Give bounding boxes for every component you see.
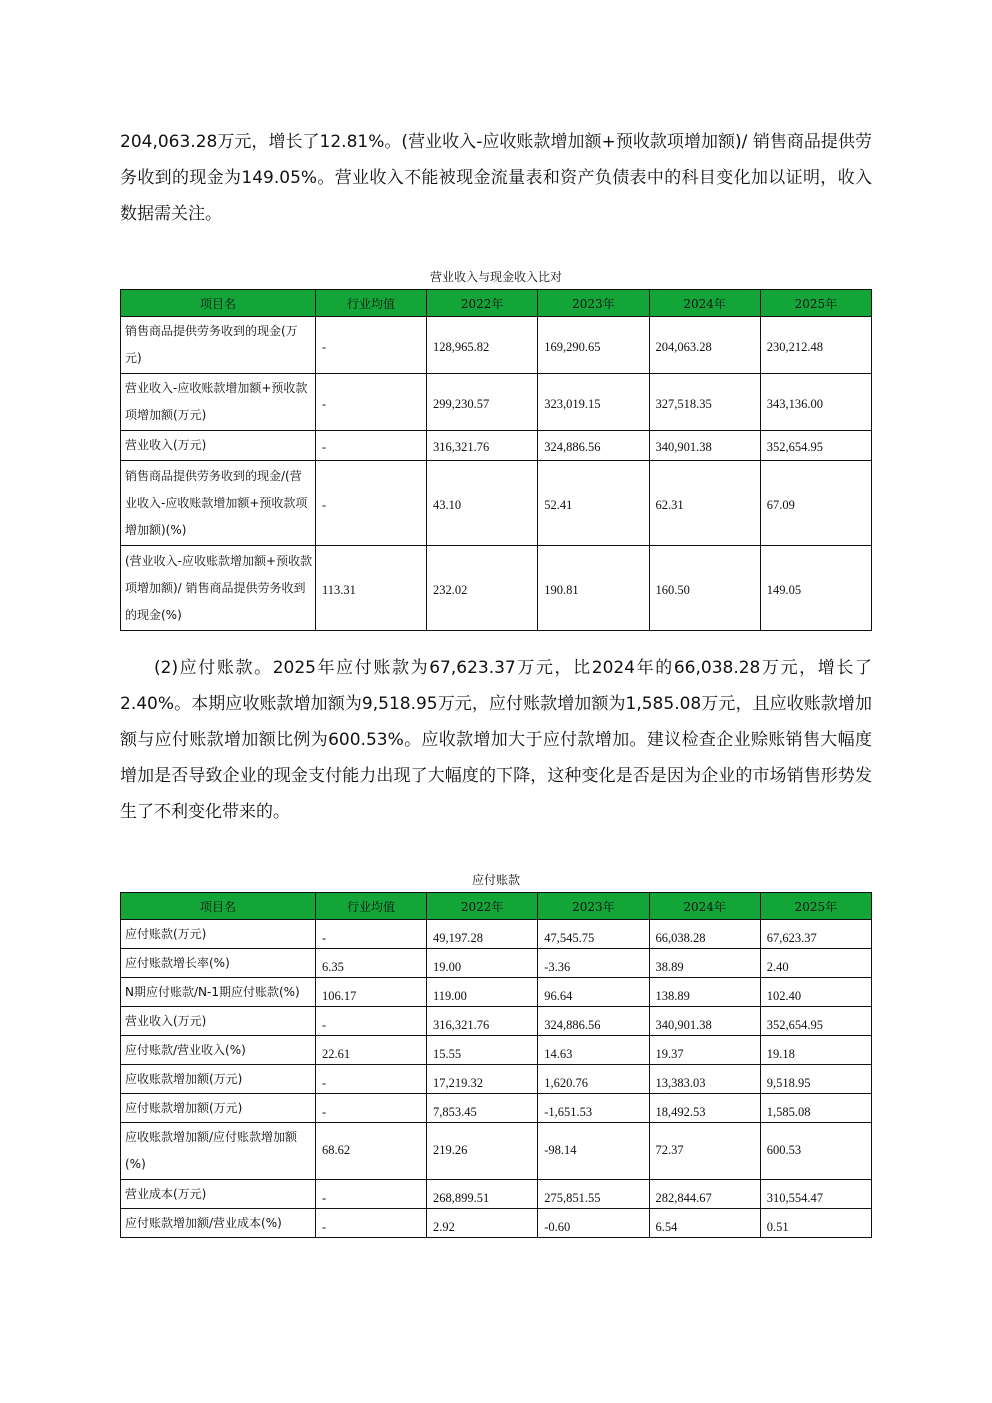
industry-average-cell: - [316, 317, 427, 374]
value-cell-2025: 102.40 [760, 978, 871, 1007]
value-cell-2022: 7,853.45 [427, 1094, 538, 1123]
value-cell-2022: 299,230.57 [427, 374, 538, 431]
row-label: 应付账款增加额/营业成本(%) [121, 1209, 316, 1238]
value-cell-2023: 96.64 [538, 978, 649, 1007]
value-cell-2023: -3.36 [538, 949, 649, 978]
value-cell-2024: 340,901.38 [649, 1007, 760, 1036]
value-cell-2025: 230,212.48 [760, 317, 871, 374]
value-cell-2025: 352,654.95 [760, 1007, 871, 1036]
value-cell-2023: 324,886.56 [538, 1007, 649, 1036]
column-header: 2022年 [427, 893, 538, 920]
column-header: 2023年 [538, 290, 649, 317]
intro-paragraph: 204,063.28万元，增长了12.81%。(营业收入-应收账款增加额+预收款项增加额)/ 销售商品提供劳务收到的现金为149.05%。营业收入不能被现金流量表和资产负债表中的科目变化加以证明，收入数据需关注。 [120, 132, 872, 224]
value-cell-2024: 66,038.28 [649, 920, 760, 949]
payables-paragraph: (2)应付账款。2025年应付账款为67,623.37万元，比2024年的66,038.28万元，增长了2.40%。本期应收账款增加额为9,518.95万元，应付账款增加额为1,585.08万元，且应收账款增加额与应付账款增加额比例为600.53%。应收款增加大于应付款增加。建议检查企业赊账销售大幅度增加是否导致企业的现金支付能力出现了大幅度的下降，这种变化是否是因为企业的市场销售形势发生了不利变化带来的。 [120, 658, 872, 822]
value-cell-2022: 43.10 [427, 461, 538, 546]
value-cell-2024: 282,844.67 [649, 1180, 760, 1209]
industry-average-cell: - [316, 1094, 427, 1123]
value-cell-2025: 1,585.08 [760, 1094, 871, 1123]
value-cell-2022: 219.26 [427, 1123, 538, 1180]
value-cell-2025: 19.18 [760, 1036, 871, 1065]
value-cell-2022: 232.02 [427, 546, 538, 631]
value-cell-2022: 17,219.32 [427, 1065, 538, 1094]
table-row [121, 1209, 872, 1238]
value-cell-2022: 316,321.76 [427, 431, 538, 461]
accounts-payable-table [120, 892, 872, 1238]
industry-average-cell: - [316, 920, 427, 949]
value-cell-2024: 204,063.28 [649, 317, 760, 374]
value-cell-2024: 19.37 [649, 1036, 760, 1065]
value-cell-2025: 2.40 [760, 949, 871, 978]
value-cell-2024: 340,901.38 [649, 431, 760, 461]
table-row [121, 431, 872, 461]
column-header: 项目名 [121, 290, 316, 317]
value-cell-2024: 160.50 [649, 546, 760, 631]
value-cell-2024: 13,383.03 [649, 1065, 760, 1094]
value-cell-2025: 149.05 [760, 546, 871, 631]
industry-average-cell: - [316, 1209, 427, 1238]
value-cell-2024: 38.89 [649, 949, 760, 978]
table-row [121, 546, 872, 631]
value-cell-2023: 14.63 [538, 1036, 649, 1065]
value-cell-2023: 275,851.55 [538, 1180, 649, 1209]
column-header: 项目名 [121, 893, 316, 920]
row-label: 销售商品提供劳务收到的现金(万元) [121, 317, 316, 374]
industry-average-cell: - [316, 461, 427, 546]
value-cell-2022: 268,899.51 [427, 1180, 538, 1209]
column-header: 2024年 [649, 290, 760, 317]
value-cell-2023: -98.14 [538, 1123, 649, 1180]
table-header-row [121, 893, 872, 920]
value-cell-2023: -0.60 [538, 1209, 649, 1238]
row-label: 应付账款(万元) [121, 920, 316, 949]
table-row [121, 978, 872, 1007]
value-cell-2024: 72.37 [649, 1123, 760, 1180]
row-label: 销售商品提供劳务收到的现金/(营业收入-应收账款增加额+预收款项增加额)(%) [121, 461, 316, 546]
row-label: 应付账款增加额(万元) [121, 1094, 316, 1123]
row-label: 营业收入(万元) [121, 1007, 316, 1036]
value-cell-2025: 600.53 [760, 1123, 871, 1180]
value-cell-2022: 316,321.76 [427, 1007, 538, 1036]
row-label: (营业收入-应收账款增加额+预收款项增加额)/ 销售商品提供劳务收到的现金(%) [121, 546, 316, 631]
table-row [121, 1180, 872, 1209]
value-cell-2025: 0.51 [760, 1209, 871, 1238]
row-label: 营业收入-应收账款增加额+预收款项增加额(万元) [121, 374, 316, 431]
row-label: N期应付账款/N-1期应付账款(%) [121, 978, 316, 1007]
value-cell-2022: 2.92 [427, 1209, 538, 1238]
value-cell-2025: 343,136.00 [760, 374, 871, 431]
industry-average-cell: 113.31 [316, 546, 427, 631]
value-cell-2023: 1,620.76 [538, 1065, 649, 1094]
table-row [121, 920, 872, 949]
row-label: 应收账款增加额/应付账款增加额(%) [121, 1123, 316, 1180]
industry-average-cell: 68.62 [316, 1123, 427, 1180]
table-row [121, 374, 872, 431]
value-cell-2022: 15.55 [427, 1036, 538, 1065]
industry-average-cell: 106.17 [316, 978, 427, 1007]
value-cell-2022: 128,965.82 [427, 317, 538, 374]
table-header-row [121, 290, 872, 317]
table-row [121, 1036, 872, 1065]
value-cell-2024: 138.89 [649, 978, 760, 1007]
industry-average-cell: - [316, 1007, 427, 1036]
value-cell-2025: 352,654.95 [760, 431, 871, 461]
row-label: 营业收入(万元) [121, 431, 316, 461]
table-row [121, 1123, 872, 1180]
column-header: 行业均值 [316, 893, 427, 920]
column-header: 行业均值 [316, 290, 427, 317]
value-cell-2024: 18,492.53 [649, 1094, 760, 1123]
table-row [121, 317, 872, 374]
value-cell-2025: 310,554.47 [760, 1180, 871, 1209]
value-cell-2022: 19.00 [427, 949, 538, 978]
value-cell-2022: 49,197.28 [427, 920, 538, 949]
value-cell-2025: 9,518.95 [760, 1065, 871, 1094]
table-row [121, 461, 872, 546]
industry-average-cell: - [316, 1065, 427, 1094]
row-label: 营业成本(万元) [121, 1180, 316, 1209]
revenue-cash-comparison-table [120, 289, 872, 631]
column-header: 2023年 [538, 893, 649, 920]
value-cell-2023: 324,886.56 [538, 431, 649, 461]
value-cell-2024: 327,518.35 [649, 374, 760, 431]
industry-average-cell: - [316, 1180, 427, 1209]
table1-caption: 营业收入与现金收入比对 [429, 270, 562, 284]
row-label: 应付账款/营业收入(%) [121, 1036, 316, 1065]
value-cell-2023: 190.81 [538, 546, 649, 631]
industry-average-cell: 6.35 [316, 949, 427, 978]
column-header: 2024年 [649, 893, 760, 920]
value-cell-2023: 52.41 [538, 461, 649, 546]
column-header: 2022年 [427, 290, 538, 317]
value-cell-2022: 119.00 [427, 978, 538, 1007]
value-cell-2025: 67.09 [760, 461, 871, 546]
row-label: 应付账款增长率(%) [121, 949, 316, 978]
value-cell-2024: 62.31 [649, 461, 760, 546]
column-header: 2025年 [760, 893, 871, 920]
value-cell-2023: 47,545.75 [538, 920, 649, 949]
value-cell-2023: -1,651.53 [538, 1094, 649, 1123]
value-cell-2025: 67,623.37 [760, 920, 871, 949]
row-label: 应收账款增加额(万元) [121, 1065, 316, 1094]
value-cell-2023: 169,290.65 [538, 317, 649, 374]
table-row [121, 1094, 872, 1123]
industry-average-cell: - [316, 374, 427, 431]
industry-average-cell: 22.61 [316, 1036, 427, 1065]
table2-caption: 应付账款 [471, 873, 520, 887]
table-row [121, 1007, 872, 1036]
value-cell-2024: 6.54 [649, 1209, 760, 1238]
table-row [121, 1065, 872, 1094]
column-header: 2025年 [760, 290, 871, 317]
value-cell-2023: 323,019.15 [538, 374, 649, 431]
industry-average-cell: - [316, 431, 427, 461]
table-row [121, 949, 872, 978]
